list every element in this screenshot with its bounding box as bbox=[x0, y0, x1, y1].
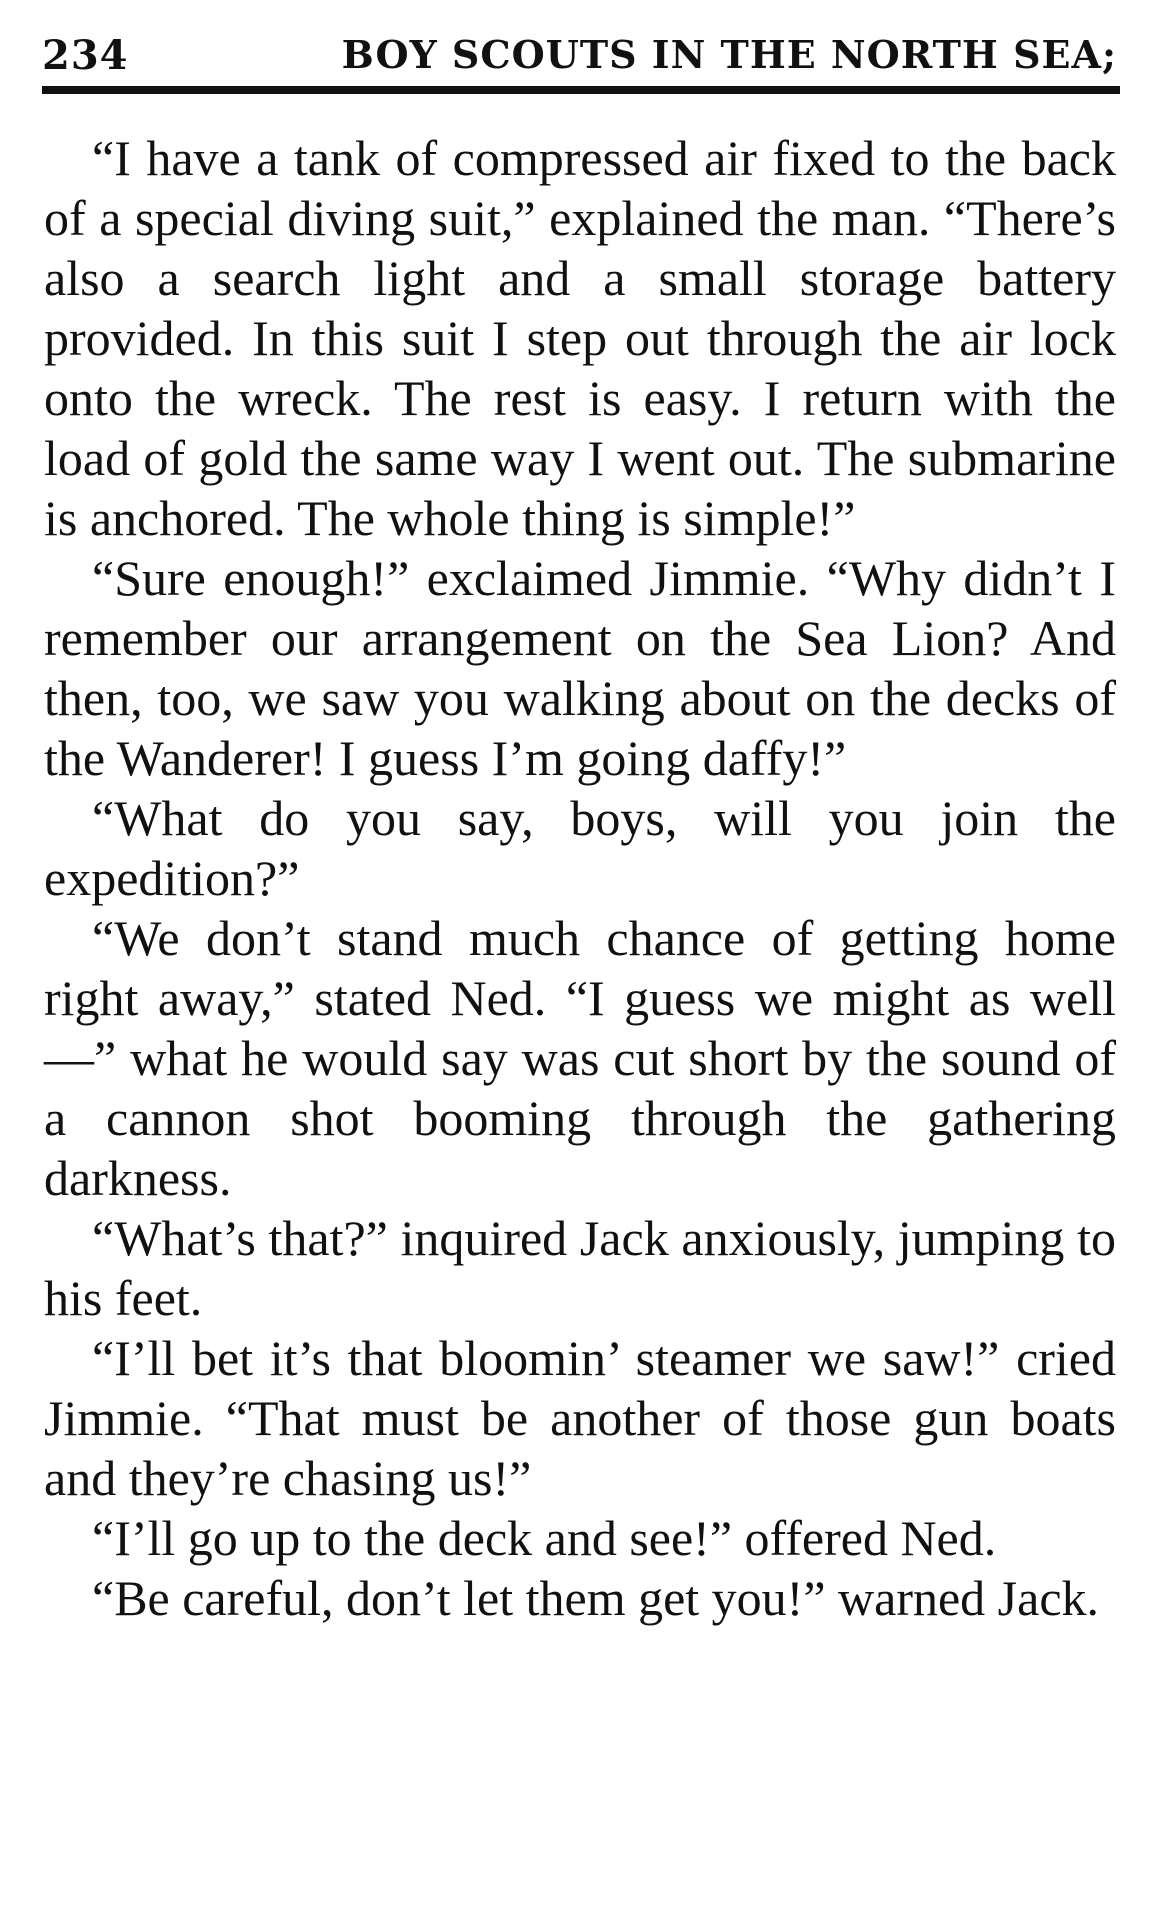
paragraph: “We don’t stand much chance of getting home right away,” stated Ned. “I guess we might as well—” what he would say was cut short by the sound of a cannon shot booming through the gathering darkness. bbox=[44, 910, 1116, 1206]
body-text bbox=[44, 128, 1116, 1628]
page-number: 234 bbox=[42, 32, 129, 79]
paragraph: “Sure enough!” exclaimed Jimmie. “Why didn’t I remember our arrangement on the Sea Lion? And then, too, we saw you walking about on the decks of the Wanderer! I guess I’m going daffy!” bbox=[44, 550, 1116, 786]
header-rule bbox=[42, 86, 1120, 94]
paragraph: “Be careful, don’t let them get you!” warned Jack. bbox=[92, 1570, 1100, 1626]
page-header bbox=[42, 22, 1117, 82]
paragraph: “I have a tank of compressed air fixed to the back of a special diving suit,” explained the man. “There’s also a search light and a small storage battery provided. In this suit I step out through the air lock onto the wreck. The rest is easy. I return with the load of gold the same way I went out. The submarine is anchored. The whole thing is simple!” bbox=[44, 130, 1116, 546]
running-title: BOY SCOUTS IN THE NORTH SEA; bbox=[341, 32, 1117, 77]
paragraph: “What’s that?” inquired Jack anxiously, jumping to his feet. bbox=[44, 1210, 1116, 1326]
paragraph: “I’ll go up to the deck and see!” offered Ned. bbox=[92, 1510, 997, 1566]
paragraph: “What do you say, boys, will you join the expedition?” bbox=[44, 790, 1116, 906]
paragraph: “I’ll bet it’s that bloomin’ steamer we saw!” cried Jimmie. “That must be another of those gun boats and they’re chasing us!” bbox=[44, 1330, 1116, 1506]
